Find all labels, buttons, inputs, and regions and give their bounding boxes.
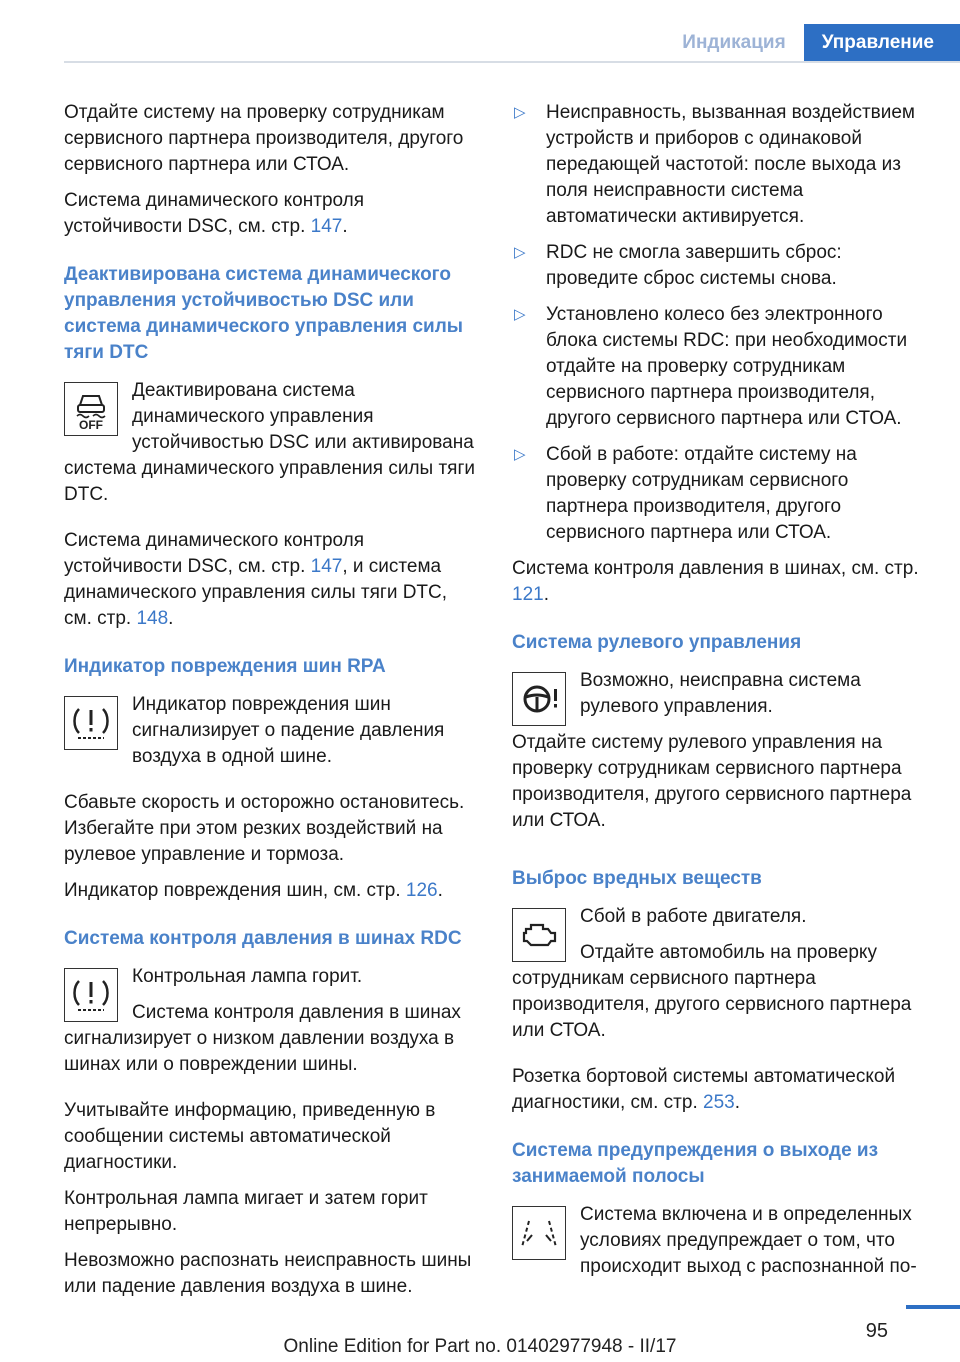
lane-block (512, 1202, 930, 1290)
emission-block (512, 904, 930, 1054)
list-item: ▷ Установлено колесо без электронного блока системы RDC: при необходимости отдайте на проверку сотрудникам сервисного партнера производителя, другого сервисного партнера или СТОА. (514, 304, 908, 429)
paragraph: Невозможно распознать неисправность шины или падение давления воздуха в шине. (64, 1250, 472, 1297)
rdc-block (64, 964, 480, 1088)
page-link[interactable]: 147 (310, 216, 343, 237)
dsc-block (64, 378, 480, 518)
paragraph: Контрольная лампа мигает и затем горит непрерывно. (64, 1188, 428, 1235)
bullet-list (512, 100, 930, 546)
tab-indication[interactable]: Индикация (664, 24, 803, 62)
list-item: ▷ RDC не смогла завершить сброс: проведите сброс системы снова. (514, 242, 842, 289)
page-link[interactable]: 126 (405, 880, 438, 901)
list-item: ▷ Неисправность, вызванная воздействием устройств и приборов с одинаковой передающей частотой: после выхода из поля неисправности система автоматически активируется. (514, 102, 915, 227)
lane-departure-icon (512, 1206, 566, 1260)
svg-text:OFF: OFF (79, 418, 103, 431)
right-column (512, 100, 930, 1300)
steering-warning-icon (512, 672, 566, 726)
page-link[interactable]: 148 (136, 608, 169, 629)
page-link[interactable]: 253 (703, 1092, 735, 1113)
edition-footer: Online Edition for Part no. 01402977948 - II/17 (283, 1336, 677, 1357)
paragraph: Розетка бортовой системы автоматической диагностики, см. стр. 253. (512, 1066, 896, 1113)
paragraph: Система контроля давления в шинах сигнализирует о низком давлении воздуха в шинах или о повреждении шины. (64, 1002, 461, 1075)
paragraph: Учитывайте информацию, приведенную в сообщении системы автоматической диагностики. (64, 1100, 436, 1173)
paragraph: Система включена и в определенных условиях предупреждает о том, что происходит выход с распознанной по- (580, 1204, 917, 1277)
section-heading-rpa: Индикатор повреждения шин RPA (64, 656, 386, 677)
paragraph: Индикатор повреждения шин сигнализирует о падение давления воздуха в одной шине. (132, 694, 445, 767)
footer-accent-bar (906, 1305, 960, 1309)
section-heading-steering: Система рулевого управления (512, 632, 802, 653)
section-heading-dsc: Деактивирована система динамического управления устойчивостью DSC или система динамического управления силы тяги DTC (64, 264, 464, 363)
rpa-block (64, 692, 480, 780)
paragraph: Система динамического контроля устойчивости DSC, см. стр. 147. (64, 190, 365, 237)
header-tabs (664, 24, 960, 62)
paragraph: Сбой в работе двигателя. (580, 906, 807, 927)
steering-block (512, 668, 930, 844)
bullet-triangle-icon: ▷ (514, 446, 526, 463)
list-item: ▷ Сбой в работе: отдайте систему на проверку сотрудникам сервисного партнера производителя, другого сервисного партнера или СТОА. (514, 444, 857, 543)
paragraph: Возможно, неисправна система рулевого управления. (580, 670, 861, 717)
page-link[interactable]: 121 (512, 584, 544, 605)
paragraph: Система контроля давления в шинах, см. стр. 121. (512, 558, 919, 605)
bullet-triangle-icon: ▷ (514, 104, 526, 121)
paragraph: Отдайте систему на проверку сотрудникам сервисного партнера производителя, другого сервисного партнера или СТОА. (64, 102, 464, 175)
paragraph: Индикатор повреждения шин, см. стр. 126. (64, 880, 443, 901)
header-divider (64, 61, 960, 63)
section-heading-rdc: Система контроля давления в шинах RDC (64, 928, 462, 949)
page-number: 95 (865, 1320, 888, 1342)
paragraph: Отдайте систему рулевого управления на проверку сотрудникам сервисного партнера производителя, другого сервисного партнера или СТОА. (512, 732, 912, 831)
paragraph: Деактивирована система динамического управления устойчивостью DSC или активирована система динамического управления силы тяги DTC. (64, 380, 476, 505)
check-engine-icon (512, 908, 566, 962)
section-heading-lane: Система предупреждения о выходе из занимаемой полосы (512, 1140, 879, 1187)
paragraph: Сбавьте скорость и осторожно остановитесь. Избегайте при этом резких воздействий на рулевое управление и тормоза. (64, 792, 465, 865)
tire-pressure-warning-icon (64, 968, 118, 1022)
tire-pressure-warning-icon (64, 696, 118, 750)
paragraph: Отдайте автомобиль на проверку сотрудникам сервисного партнера производителя, другого сервисного партнера или СТОА. (512, 942, 912, 1041)
left-column (64, 100, 480, 1310)
page-link[interactable]: 147 (310, 556, 343, 577)
bullet-triangle-icon: ▷ (514, 244, 526, 261)
bullet-triangle-icon: ▷ (514, 306, 526, 323)
dsc-off-icon (64, 382, 118, 436)
section-heading-emission: Выброс вредных веществ (512, 868, 762, 889)
tab-control[interactable]: Управление (804, 24, 960, 62)
paragraph: Система динамического контроля устойчивости DSC, см. стр. 147, и система динамического управления силы тяги DTC, см. стр. 148. (64, 530, 448, 629)
paragraph: Контрольная лампа горит. (132, 966, 363, 987)
